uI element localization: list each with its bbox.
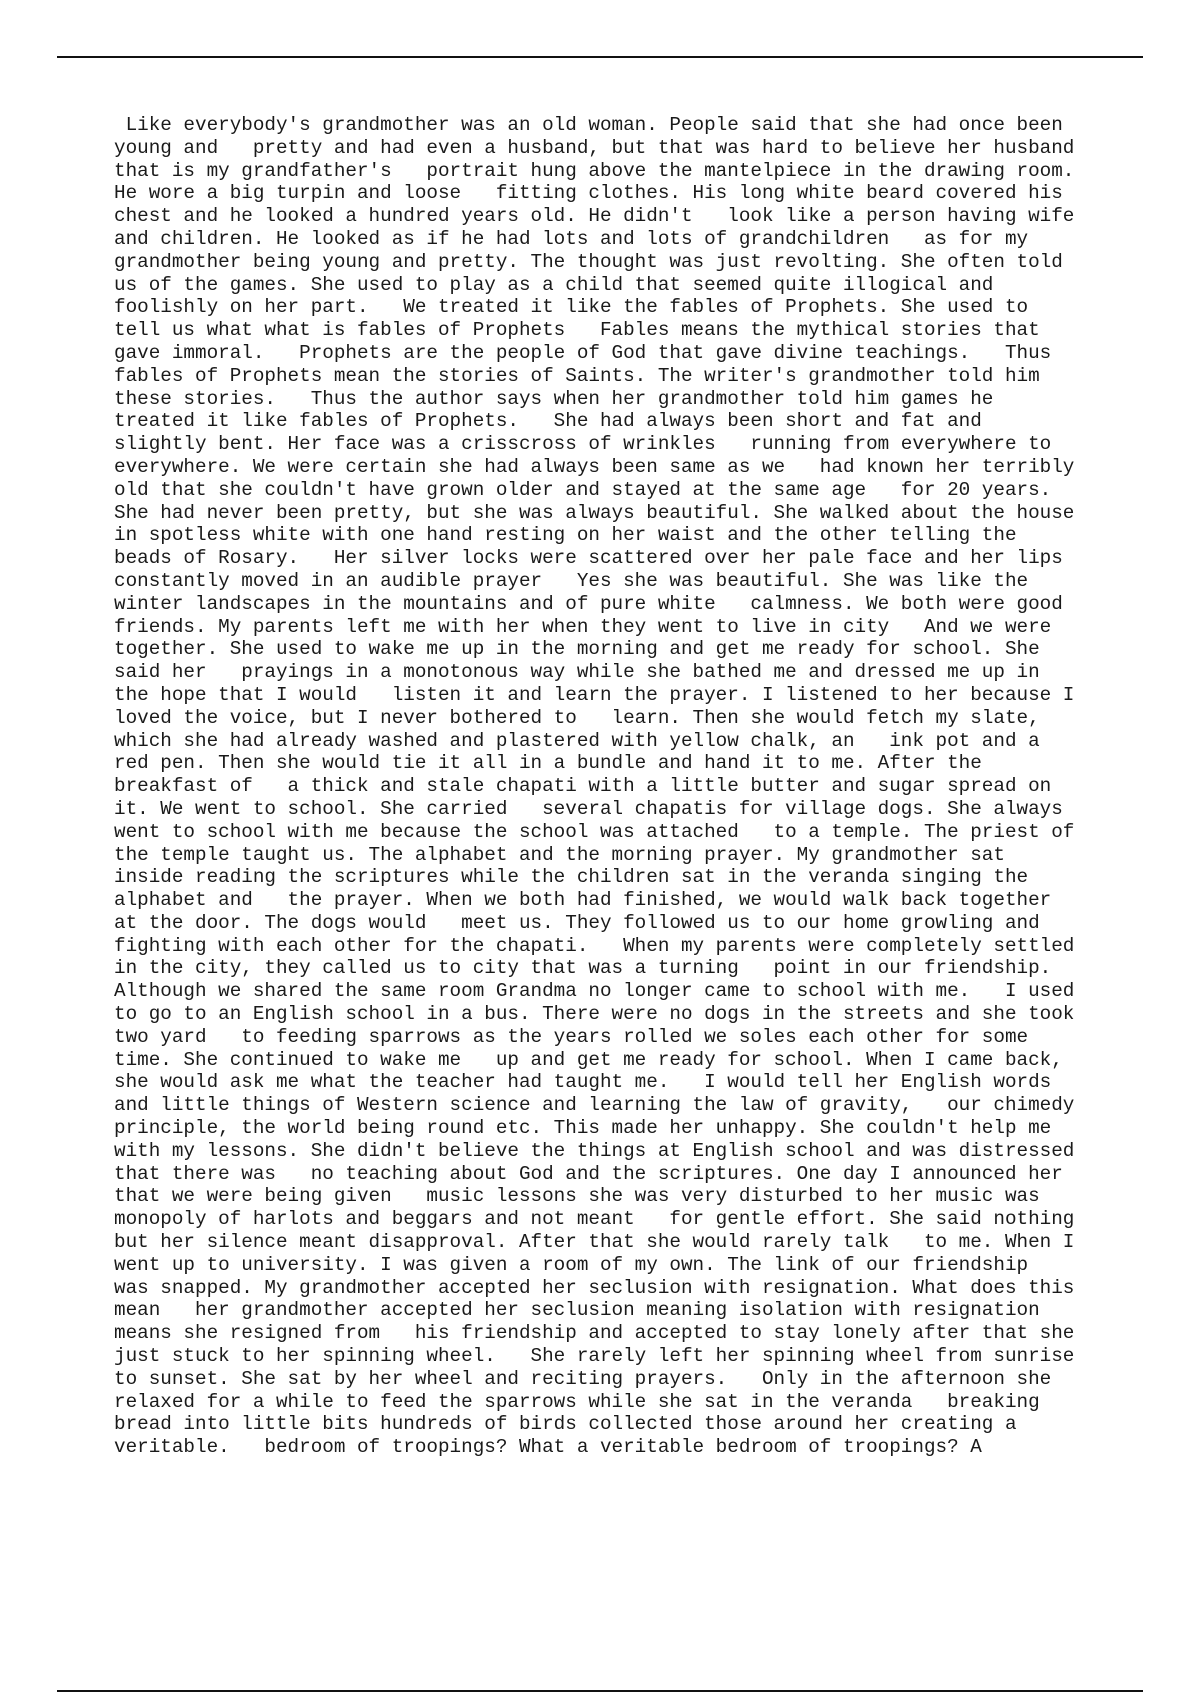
text-line: together. She used to wake me up in the morning and get me ready for school. She — [114, 638, 1040, 661]
text-line: with my lessons. She didn't believe the things at English school and was distressed — [114, 1139, 1075, 1162]
text-line: that we were being given music lessons she was very disturbed to her music was — [114, 1185, 1040, 1208]
text-line: at the door. The dogs would meet us. They followed us to our home growling and — [114, 911, 1040, 934]
text-line: grandmother being young and pretty. The thought was just revolting. She often told — [114, 250, 1063, 273]
text-line: Although we shared the same room Grandma no longer came to school with me. I used — [114, 980, 1075, 1003]
text-line: two yard to feeding sparrows as the years rolled we soles each other for some — [114, 1025, 1029, 1048]
text-line: went to school with me because the school was attached to a temple. The priest of — [114, 820, 1075, 843]
top-rule — [57, 56, 1143, 58]
text-line: Like everybody's grandmother was an old woman. People said that she had once been — [114, 114, 1063, 136]
text-line: bread into little bits hundreds of birds collected those around her creating a — [114, 1413, 1017, 1436]
text-line: to sunset. She sat by her wheel and reciting prayers. Only in the afternoon she — [114, 1367, 1052, 1390]
text-line: said her prayings in a monotonous way while she bathed me and dressed me up in — [114, 661, 1040, 684]
bottom-rule — [57, 1690, 1143, 1692]
text-line: principle, the world being round etc. This made her unhappy. She couldn't help me — [114, 1117, 1052, 1140]
text-line: the hope that I would listen it and learn the prayer. I listened to her because I — [114, 683, 1075, 706]
text-line: us of the games. She used to play as a child that seemed quite illogical and — [114, 273, 994, 296]
text-line: went up to university. I was given a room of my own. The link of our friendship — [114, 1253, 1029, 1276]
text-line: tell us what what is fables of Prophets Fables means the mythical stories that — [114, 319, 1040, 342]
text-line: in spotless white with one hand resting on her waist and the other telling the — [114, 524, 1017, 547]
text-line: foolishly on her part. We treated it like the fables of Prophets. She used to — [114, 296, 1029, 319]
text-line: was snapped. My grandmother accepted her seclusion with resignation. What does this — [114, 1276, 1075, 1299]
text-line: constantly moved in an audible prayer Yes she was beautiful. She was like the — [114, 569, 1029, 592]
text-line: but her silence meant disapproval. After that she would rarely talk to me. When I — [114, 1231, 1075, 1254]
text-line: that is my grandfather's portrait hung above the mantelpiece in the drawing room. — [114, 159, 1075, 182]
text-line: mean her grandmother accepted her seclusion meaning isolation with resignation — [114, 1299, 1040, 1322]
text-line: chest and he looked a hundred years old. He didn't look like a person having wife — [114, 205, 1075, 228]
text-line: to go to an English school in a bus. There were no dogs in the streets and she took — [114, 1003, 1075, 1026]
text-line: it. We went to school. She carried several chapatis for village dogs. She always — [114, 797, 1063, 820]
text-line: treated it like fables of Prophets. She had always been short and fat and — [114, 410, 982, 433]
text-line: she would ask me what the teacher had taught me. I would tell her English words — [114, 1071, 1052, 1094]
text-line: the temple taught us. The alphabet and the morning prayer. My grandmother sat — [114, 843, 1005, 866]
text-line: monopoly of harlots and beggars and not meant for gentle effort. She said nothing — [114, 1208, 1075, 1231]
text-line: in the city, they called us to city that was a turning point in our friendship. — [114, 957, 1052, 980]
text-line: He wore a big turpin and loose fitting clothes. His long white beard covered his — [114, 182, 1063, 205]
text-line: time. She continued to wake me up and get me ready for school. When I came back, — [114, 1048, 1063, 1071]
text-line: alphabet and the prayer. When we both had finished, we would walk back together — [114, 889, 1052, 912]
text-line: beads of Rosary. Her silver locks were scattered over her pale face and her lips — [114, 547, 1063, 570]
text-line: everywhere. We were certain she had always been same as we had known her terribly — [114, 455, 1075, 478]
text-line: and little things of Western science and learning the law of gravity, our chimedy — [114, 1094, 1075, 1117]
text-line: gave immoral. Prophets are the people of God that gave divine teachings. Thus — [114, 341, 1052, 364]
text-line: loved the voice, but I never bothered to learn. Then she would fetch my slate, — [114, 706, 1040, 729]
text-line: just stuck to her spinning wheel. She rarely left her spinning wheel from sunrise — [114, 1345, 1075, 1368]
text-line: breakfast of a thick and stale chapati with a little butter and sugar spread on — [114, 775, 1052, 798]
text-line: that there was no teaching about God and the scriptures. One day I announced her — [114, 1162, 1063, 1185]
text-line: inside reading the scriptures while the children sat in the veranda singing the — [114, 866, 1029, 889]
text-line: friends. My parents left me with her when they went to live in city And we were — [114, 615, 1052, 638]
text-line: veritable. bedroom of troopings? What a veritable bedroom of troopings? A — [114, 1436, 982, 1459]
text-line: relaxed for a while to feed the sparrows while she sat in the veranda breaking — [114, 1390, 1040, 1413]
text-line: red pen. Then she would tie it all in a bundle and hand it to me. After the — [114, 752, 982, 775]
text-line: and children. He looked as if he had lots and lots of grandchildren as for my — [114, 227, 1029, 250]
text-line: which she had already washed and plastered with yellow chalk, an ink pot and a — [114, 729, 1040, 752]
text-line: means she resigned from his friendship and accepted to stay lonely after that she — [114, 1322, 1075, 1345]
text-line: winter landscapes in the mountains and of pure white calmness. We both were good — [114, 592, 1063, 615]
text-line: She had never been pretty, but she was always beautiful. She walked about the house — [114, 501, 1075, 524]
text-line: these stories. Thus the author says when her grandmother told him games he — [114, 387, 994, 410]
text-line: old that she couldn't have grown older and stayed at the same age for 20 years. — [114, 478, 1052, 501]
document-body — [114, 114, 1154, 1459]
text-line: slightly bent. Her face was a crisscross of wrinkles running from everywhere to — [114, 433, 1052, 456]
text-line: fighting with each other for the chapati. When my parents were completely settled — [114, 934, 1075, 957]
text-line: fables of Prophets mean the stories of Saints. The writer's grandmother told him — [114, 364, 1040, 387]
text-line: young and pretty and had even a husband, but that was hard to believe her husband — [114, 136, 1075, 159]
